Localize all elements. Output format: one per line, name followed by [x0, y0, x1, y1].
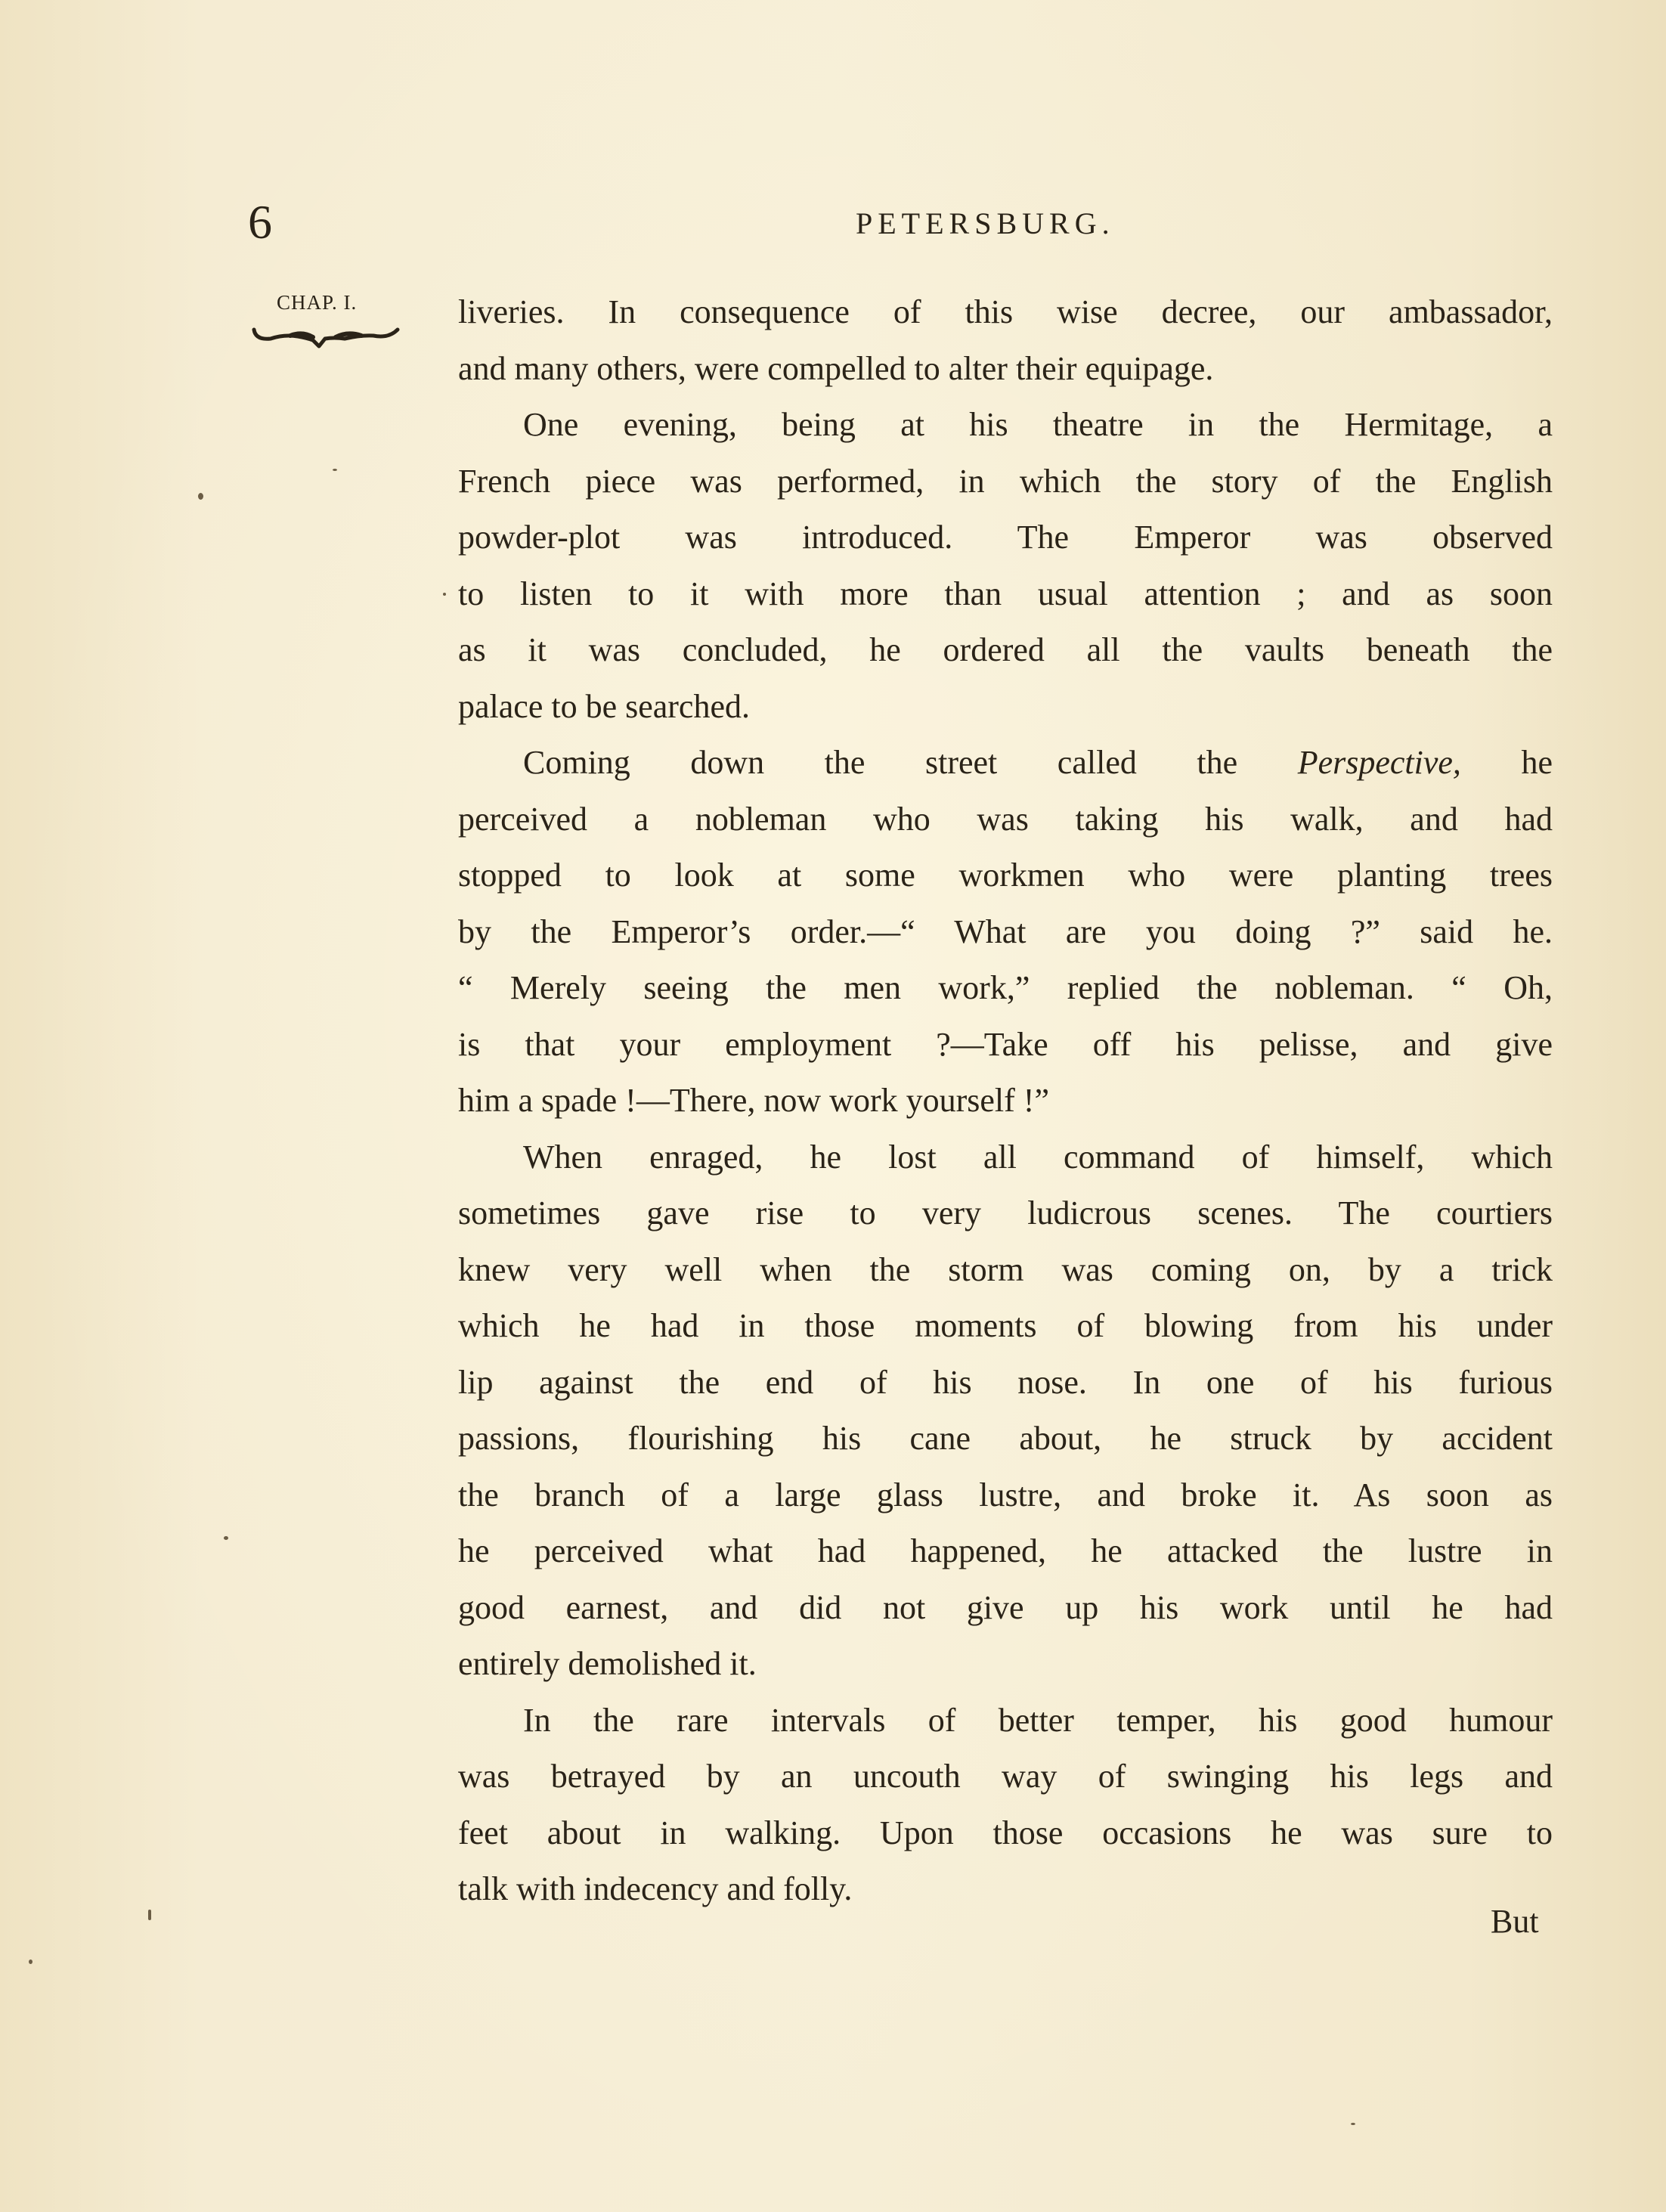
text-line: passions, flourishing his cane about, he struck by accident	[458, 1420, 1553, 1457]
text-line: liveries. In consequence of this wise decree, our ambassador,	[458, 293, 1553, 330]
text-line: sometimes gave rise to very ludicrous scenes. The courtiers	[458, 1194, 1553, 1231]
italic-street-name: Perspective,	[1297, 744, 1461, 781]
running-head: PETERSBURG.	[856, 206, 1115, 240]
paper-speck	[1351, 2123, 1355, 2125]
text-line: stopped to look at some workmen who were planting trees	[458, 857, 1553, 894]
text-line: palace to be searched.	[458, 687, 750, 725]
text-line: powder-plot was introduced. The Emperor was observed	[458, 519, 1553, 556]
text-line: good earnest, and did not give up his work until he had	[458, 1588, 1553, 1626]
paper-speck	[198, 493, 203, 500]
text-line: When enraged, he lost all command of himself, which	[523, 1138, 1553, 1176]
text-line: and many others, were compelled to alter their equipage.	[458, 349, 1214, 387]
text-line: French piece was performed, in which the story of the English	[458, 462, 1553, 500]
paper-speck	[29, 1960, 33, 1964]
text-line-with-italic	[458, 735, 1553, 792]
text-line: entirely demolished it.	[458, 1645, 757, 1682]
text-line-end: he	[1460, 744, 1553, 781]
paper-speck	[333, 469, 337, 471]
text-line: is that your employment ?—Take off his pelisse, and give	[458, 1025, 1553, 1063]
chapter-label: CHAP. I.	[277, 291, 358, 314]
text-line-start: Coming down the street called the	[523, 744, 1298, 781]
text-line: In the rare intervals of better temper, his good humour	[523, 1701, 1553, 1739]
text-line: One evening, being at his theatre in the Hermitage, a	[523, 406, 1553, 443]
chapter-ornament-icon	[251, 324, 402, 354]
text-line: feet about in walking. Upon those occasions he was sure to	[458, 1814, 1553, 1851]
text-line: perceived a nobleman who was taking his walk, and had	[458, 800, 1553, 838]
text-line: “ Merely seeing the men work,” replied the nobleman. “ Oh,	[458, 969, 1553, 1006]
text-line: talk with indecency and folly.	[458, 1870, 853, 1907]
text-line: which he had in those moments of blowing from his under	[458, 1307, 1553, 1344]
paper-speck	[443, 593, 446, 596]
text-line: to listen to it with more than usual attention ; and as soon	[458, 575, 1553, 612]
text-line: the branch of a large glass lustre, and broke it. As soon as	[458, 1476, 1553, 1513]
paper-speck	[148, 1910, 151, 1920]
body-text	[458, 284, 1553, 1918]
text-line: by the Emperor’s order.—“ What are you doing ?” said he.	[458, 912, 1553, 950]
text-line: as it was concluded, he ordered all the vaults beneath the	[458, 631, 1553, 668]
text-line: him a spade !—There, now work yourself !”	[458, 1082, 1049, 1119]
catchword: But	[1491, 1903, 1539, 1940]
text-line: was betrayed by an uncouth way of swinging his legs and	[458, 1758, 1553, 1795]
paper-speck	[224, 1536, 228, 1540]
page-number: 6	[248, 195, 272, 249]
text-line: lip against the end of his nose. In one of his furious	[458, 1363, 1553, 1401]
text-line: he perceived what had happened, he attacked the lustre in	[458, 1532, 1553, 1569]
text-line: knew very well when the storm was coming on, by a trick	[458, 1250, 1553, 1288]
